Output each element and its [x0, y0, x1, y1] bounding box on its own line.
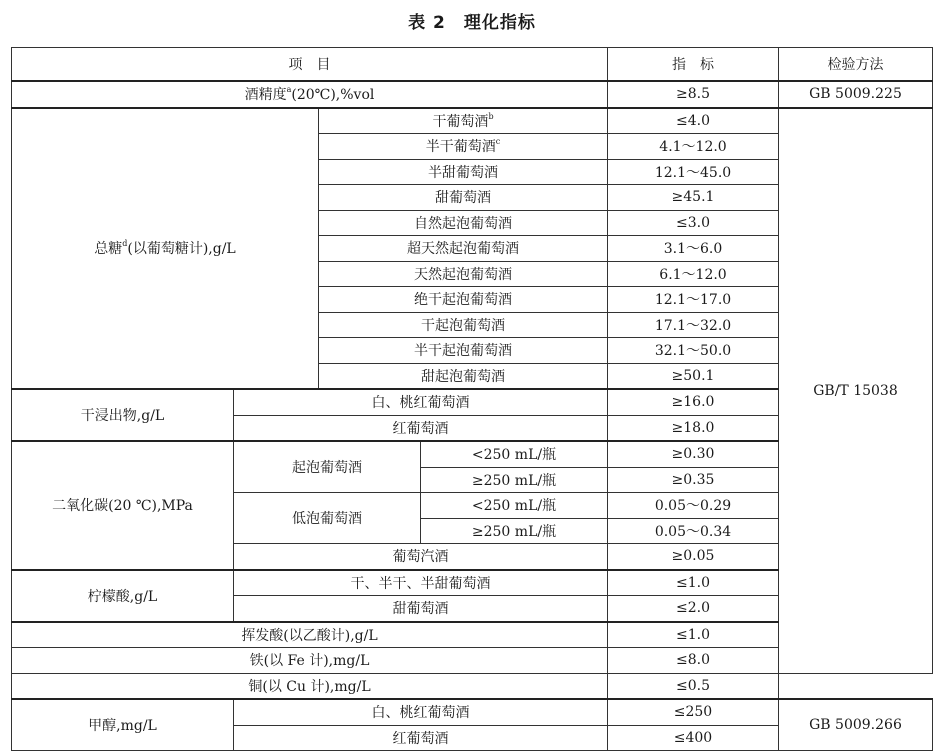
co2-value: ≥0.30	[608, 441, 779, 467]
table-row	[12, 699, 933, 725]
iron-value: ≤8.0	[608, 648, 779, 674]
sugar-type: 甜葡萄酒	[319, 185, 608, 211]
sugar-type: 半干起泡葡萄酒	[319, 338, 608, 364]
sugar-label: 总糖$^d$(以葡萄糖计),g/L	[12, 108, 319, 390]
sugar-value: 6.1～12.0	[608, 261, 779, 287]
co2-condition: <250 mL/瓶	[421, 493, 608, 519]
header-row	[12, 48, 933, 82]
citric-type: 甜葡萄酒	[234, 596, 608, 622]
sugar-value: 4.1～12.0	[608, 134, 779, 160]
extract-label: 干浸出物,g/L	[12, 389, 234, 441]
sugar-type: 干起泡葡萄酒	[319, 312, 608, 338]
co2-condition: ≥250 mL/瓶	[421, 518, 608, 544]
sugar-value: 3.1～6.0	[608, 236, 779, 262]
alcohol-value: ≥8.5	[608, 81, 779, 108]
extract-type: 白、桃红葡萄酒	[234, 389, 608, 415]
methanol-type: 红葡萄酒	[234, 725, 608, 751]
sugar-value: 17.1～32.0	[608, 312, 779, 338]
methanol-type: 白、桃红葡萄酒	[234, 699, 608, 725]
volatile-label: 挥发酸(以乙酸计),g/L	[12, 622, 608, 648]
co2-type: 起泡葡萄酒	[234, 441, 421, 493]
citric-label: 柠檬酸,g/L	[12, 570, 234, 622]
methanol-value: ≤400	[608, 725, 779, 751]
co2-condition: <250 mL/瓶	[421, 441, 608, 467]
copper-label: 铜(以 Cu 计),mg/L	[12, 673, 608, 699]
table-row	[12, 108, 933, 134]
co2-condition: ≥250 mL/瓶	[421, 467, 608, 493]
co2-type: 低泡葡萄酒	[234, 493, 421, 544]
table-title	[0, 8, 944, 33]
citric-value: ≤2.0	[608, 596, 779, 622]
sugar-type: 甜起泡葡萄酒	[319, 363, 608, 389]
co2-type: 葡萄汽酒	[234, 544, 608, 570]
sugar-value: ≥45.1	[608, 185, 779, 211]
sugar-value: ≥50.1	[608, 363, 779, 389]
table-caption: 理化指标	[463, 13, 536, 33]
alcohol-label: 酒精度$^a$(20℃),%vol	[12, 81, 608, 108]
co2-label: 二氧化碳(20 ℃),MPa	[12, 441, 234, 570]
copper-value: ≤0.5	[608, 673, 779, 699]
iron-label: 铁(以 Fe 计),mg/L	[12, 648, 608, 674]
co2-value: 0.05～0.34	[608, 518, 779, 544]
header-index: 指 标	[608, 48, 779, 82]
sugar-value: 32.1～50.0	[608, 338, 779, 364]
physicochemical-table	[11, 47, 933, 751]
table-number: 表 2	[408, 13, 446, 33]
extract-value: ≥16.0	[608, 389, 779, 415]
co2-value: ≥0.35	[608, 467, 779, 493]
method-methanol: GB 5009.266	[779, 699, 933, 751]
extract-value: ≥18.0	[608, 415, 779, 441]
sugar-type: 超天然起泡葡萄酒	[319, 236, 608, 262]
sugar-value: 12.1～17.0	[608, 287, 779, 313]
sugar-value: ≤4.0	[608, 108, 779, 134]
sugar-type: 干葡萄酒$^b$	[319, 108, 608, 134]
sugar-value: 12.1～45.0	[608, 159, 779, 185]
volatile-value: ≤1.0	[608, 622, 779, 648]
sugar-type: 半干葡萄酒$^c$	[319, 134, 608, 160]
methanol-label: 甲醇,mg/L	[12, 699, 234, 751]
citric-type: 干、半干、半甜葡萄酒	[234, 570, 608, 596]
citric-value: ≤1.0	[608, 570, 779, 596]
sugar-type: 天然起泡葡萄酒	[319, 261, 608, 287]
table-row	[12, 673, 933, 699]
method-general: GB/T 15038	[779, 108, 933, 674]
sugar-type: 自然起泡葡萄酒	[319, 210, 608, 236]
method-alcohol: GB 5009.225	[779, 81, 933, 108]
methanol-value: ≤250	[608, 699, 779, 725]
extract-type: 红葡萄酒	[234, 415, 608, 441]
sugar-value: ≤3.0	[608, 210, 779, 236]
sugar-type: 绝干起泡葡萄酒	[319, 287, 608, 313]
table-row	[12, 81, 933, 108]
co2-value: 0.05～0.29	[608, 493, 779, 519]
co2-value: ≥0.05	[608, 544, 779, 570]
header-method: 检验方法	[779, 48, 933, 82]
sugar-type: 半甜葡萄酒	[319, 159, 608, 185]
header-item: 项 目	[12, 48, 608, 82]
